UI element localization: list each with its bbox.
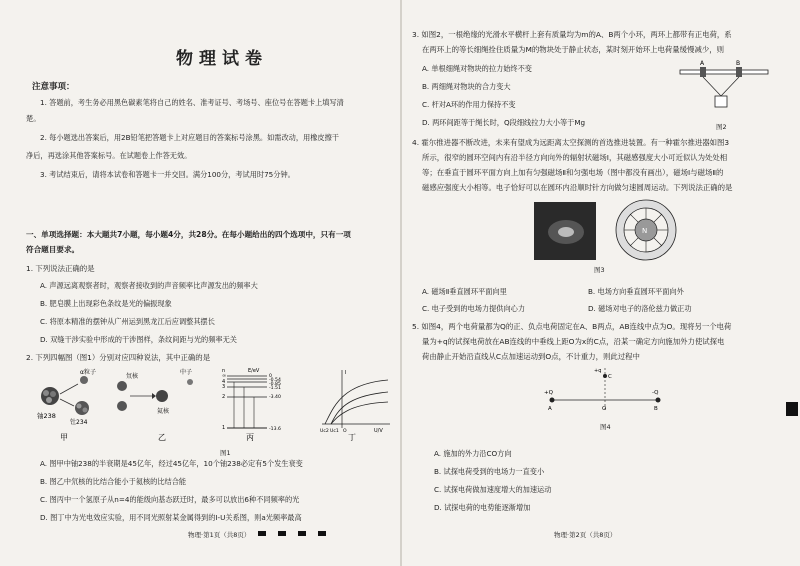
q5-option-c: C. 试探电荷做加速度增大的加速运动 [434,485,552,494]
svg-text:4: 4 [222,379,226,385]
deuteron-icon [117,381,127,391]
ring-a [700,67,706,77]
svg-text:-Q: -Q [652,390,659,396]
q3-option-d: D. 两环间距等于绳长时，Q段细线拉力大小等于Mg [422,118,586,127]
page-right [412,0,784,566]
svg-text:0: 0 [269,374,272,379]
svg-text:+Q: +Q [544,390,553,396]
print-mark [298,531,306,536]
q5-stem-line-1: 5. 如图4，两个电荷量都为Q的正、负点电荷固定在A、B两点，AB连线中点为O。现将另一个电荷 [412,322,732,331]
q5-option-b: B. 试探电荷受到的电场力一直变小 [434,467,545,476]
q4-stem-line-2: 所示，很窄的圆环空间内有沿半径方向向外的辐射状磁场Ⅰ，其磁感强度大小可近似认为处处相 [422,153,728,162]
q4-stem-line-4: 磁感应强度大小相等。电子恰好可以在圆环内沿顺时针方向做匀速圆周运动。下列说法正确的是 [422,183,733,192]
figure-1-bing [222,368,281,442]
q2-option-a: A. 图甲中铀238的半衰期是45亿年，经过45亿年，10个铀238必定有5个发生衰变 [40,459,303,468]
print-mark [318,531,326,536]
negative-charge [656,398,661,403]
exam-title: 物理试卷 [176,49,268,69]
q1-option-c: C. 将原本精准的摆钟从广州运到黑龙江后应调整其摆长 [40,317,215,326]
figure-label-bing: 丙 [246,433,254,442]
q2-option-b: B. 图乙中氘核的比结合能小于氦核的比结合能 [40,477,187,486]
print-mark [278,531,286,536]
q2-option-d: D. 图丁中为光电效应实验，用不同光照射某金属得到的I-U关系图，则a光频率最高 [40,513,302,522]
figure-1 [22,366,394,444]
svg-text:-13.6: -13.6 [269,427,281,432]
neutron-label: 中子 [180,369,193,376]
energy-axis-label: E/eV [248,368,260,374]
left-page-footer: 物理·第1页（共8页） [188,531,251,539]
figure-1-yi [117,368,193,442]
q5-option-d: D. 试探电荷的电势能逐渐增加 [434,503,531,512]
figure-2-caption: 图2 [716,123,727,131]
svg-text:∞: ∞ [222,373,227,379]
figure-label-ding: 丁 [348,433,356,442]
figure-3-caption: 图3 [594,266,605,274]
svg-text:U/V: U/V [374,428,383,434]
q1-stem: 1. 下列说法正确的是 [26,264,95,273]
q1-option-a: A. 声源远离观察者时，观察者接收到的声音频率比声源发出的频率大 [40,281,258,290]
svg-text:-1.51: -1.51 [269,386,281,391]
test-charge [603,374,607,378]
svg-text:A: A [548,406,552,412]
section1-line-1: 一、单项选择题：本大题共7小题，每小题4分，共28分。在每小题给出的四个选项中，只有一项 [26,230,351,239]
print-mark [258,531,266,536]
notice-heading: 注意事项： [32,82,75,92]
q5-stem-line-3: 荷由静止开始沿直线从C点加速运动到O点，不计重力，则此过程中 [422,352,640,361]
svg-text:B: B [654,406,658,412]
svg-text:3: 3 [222,384,226,390]
q1-option-d: D. 双缝干涉实验中形成的干涉图样，条纹间距与光的频率无关 [40,335,237,344]
q4-option-d: D. 磁场对电子的洛伦兹力做正功 [588,304,692,313]
page-left [22,0,394,566]
figure-1-caption: 图1 [220,449,231,457]
svg-text:A: A [700,60,705,67]
svg-text:C: C [608,374,612,380]
notice-line-4: 净后，再选涂其他答案标号。在试题卷上作答无效。 [26,151,192,160]
svg-text:I: I [345,370,347,376]
q5-option-a: A. 施加的外力沿CO方向 [434,449,512,458]
q3-stem-line-1: 3. 如图2，一根绝缘的光滑水平横杆上套有质量均为m的A、B两个小环，两环上都带有正电荷，系 [412,30,732,39]
q2-stem: 2. 下列四幅图（图1）分别对应四种说法，其中正确的是 [26,353,211,362]
helium-label: 氦核 [157,408,170,415]
q3-option-c: C. 杆对A环的作用力保持不变 [422,100,516,109]
q4-stem-line-3: 等；在垂直于圆环平面方向上加有匀强磁场Ⅱ和匀强电场（图中都没有画出），磁场Ⅰ与磁场Ⅱ的 [422,168,724,177]
figure-label-jia: 甲 [60,433,68,442]
svg-text:Uc1: Uc1 [330,429,339,434]
notice-line-2: 楚。 [26,114,41,123]
notice-line-1: 1. 答题前，考生务必用黑色碳素笔将自己的姓名、准考证号、考场号、座位号在答题卡上填写清 [40,98,344,107]
figure-4-caption: 图4 [600,423,611,431]
deuteron-label: 氘核 [126,373,139,380]
figure-3 [534,198,704,262]
q4-option-c: C. 电子受到的电场力提供向心力 [422,304,526,313]
alpha-label: α粒子 [80,369,96,376]
q5-stem-line-2: 量为+q的试探电荷放在AB连线的中垂线上距O为x的C点，沿某一确定方向施加外力使试探电 [422,337,725,346]
q4-option-b: B. 电场方向垂直圆环平面向外 [588,287,684,296]
figure-4 [540,364,670,420]
figure-2 [674,60,774,120]
figure-1-ding [320,370,390,442]
svg-text:N: N [642,227,648,235]
edge-registration-mark [786,402,798,416]
th234-label: 钍234 [70,419,88,426]
svg-text:O: O [343,429,347,434]
block-m [715,96,727,107]
right-page-footer: 物理·第2页（共8页） [554,531,617,539]
svg-text:+q: +q [594,368,602,374]
page-fold [400,0,402,566]
svg-text:-0.54: -0.54 [269,378,281,383]
figure-label-yi: 乙 [158,433,166,442]
svg-text:-0.85: -0.85 [269,382,281,387]
q3-option-b: B. 两细绳对物块的合力变大 [422,82,511,91]
svg-text:B: B [736,60,741,67]
q4-stem-line-1: 4. 霍尔推进器不断改进，未来有望成为远距离太空探测的首选推进装置。有一种霍尔推进器如图3 [412,138,730,147]
notice-line-5: 3. 考试结束后，请将本试卷和答题卡一并交回。满分100分，考试用时75分钟。 [40,170,295,179]
svg-text:Uc2: Uc2 [320,429,329,434]
q2-option-c: C. 图丙中一个氢原子从n=4的能级向基态跃迁时，最多可以放出6种不同频率的光 [40,495,300,504]
q3-stem-line-2: 在两环上的等长细绳拴住质量为M的物块处于静止状态，某时刻开始环上电荷量缓慢减少，则 [422,45,725,54]
svg-text:2: 2 [222,394,226,400]
alpha-particle [80,376,88,384]
u238-label: 铀238 [37,412,56,420]
notice-line-3: 2. 每小题选出答案后，用2B铅笔把答题卡上对应题目的答案标号涂黑。如需改动，用橡皮擦干 [40,133,339,142]
svg-text:1: 1 [222,425,226,431]
positive-charge [550,398,555,403]
q4-option-a: A. 磁场Ⅱ垂直圆环平面向里 [422,287,507,296]
ring-b [736,67,742,77]
figure-1-jia [37,368,96,442]
q1-option-b: B. 肥皂膜上出现彩色条纹是光的偏振现象 [40,299,172,308]
q3-option-a: A. 单根细绳对物块的拉力始终不变 [422,64,532,73]
neutron-icon [187,379,193,385]
svg-text:-3.40: -3.40 [269,395,281,400]
section1-line-2: 符合题目要求。 [26,245,80,254]
svg-text:O: O [602,406,607,412]
svg-text:n: n [222,368,226,374]
helium-nucleus-icon [156,390,168,402]
th234-nucleus [75,401,89,415]
